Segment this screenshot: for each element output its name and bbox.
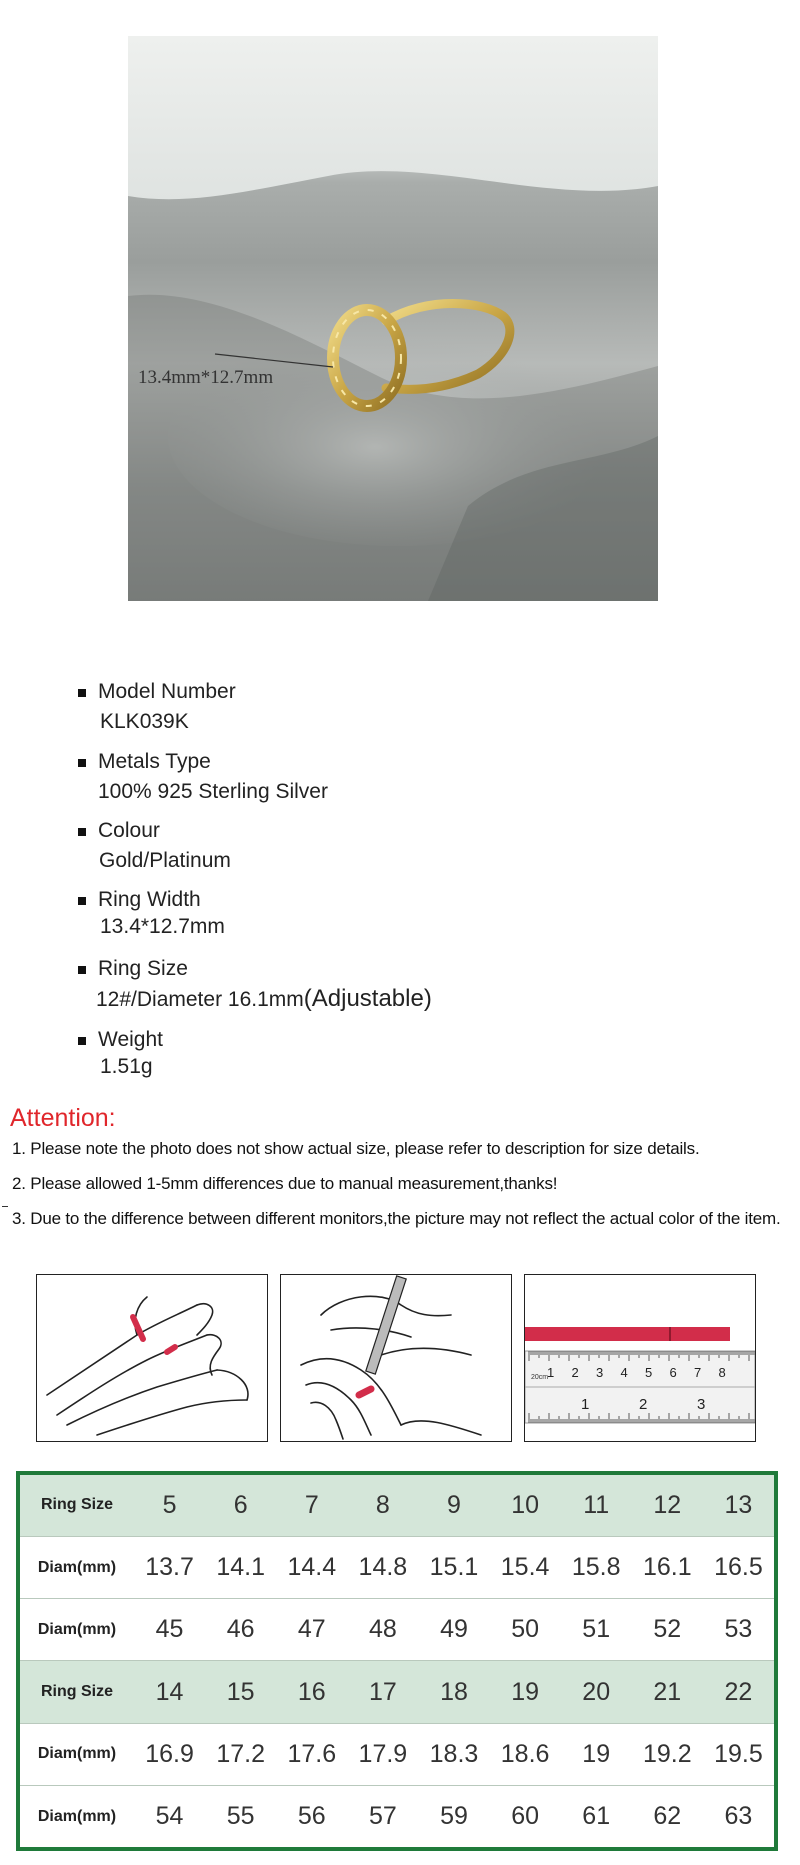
table-cell: 15.1 xyxy=(418,1536,489,1598)
table-cell: 8 xyxy=(347,1475,418,1536)
table-cell: 53 xyxy=(703,1599,774,1661)
table-cell: 60 xyxy=(511,1802,539,1831)
table-cell: 22 xyxy=(703,1661,774,1723)
table-cell: 14 xyxy=(134,1661,205,1723)
hand-wrap-icon xyxy=(37,1275,267,1441)
ruler-top-label: 8 xyxy=(718,1365,726,1380)
row-label: Diam(mm) xyxy=(20,1599,134,1661)
bullet-icon xyxy=(78,759,86,767)
ruler-bottom-label: 3 xyxy=(697,1396,706,1413)
table-cell: 19.5 xyxy=(703,1723,774,1785)
bullet-icon xyxy=(78,828,86,836)
table-cell: 16.5 xyxy=(703,1536,774,1598)
diameter-row xyxy=(20,1786,774,1847)
table-cell: 16.9 xyxy=(134,1723,205,1785)
table-cell: 17 xyxy=(347,1661,418,1723)
spec-title: Ring Width xyxy=(98,888,201,911)
table-cell: 6 xyxy=(205,1475,276,1536)
ruler-top-label: 7 xyxy=(694,1365,702,1380)
table-cell: 47 xyxy=(276,1599,347,1661)
table-cell: 50 xyxy=(490,1599,561,1661)
table-cell: 15.8 xyxy=(561,1536,632,1598)
bullet-icon xyxy=(78,966,86,974)
table-cell: 51 xyxy=(561,1599,632,1661)
table-cell: 9 xyxy=(418,1475,489,1536)
table-cell: 46 xyxy=(205,1599,276,1661)
table-cell: 18.3 xyxy=(418,1723,489,1785)
row-label: Ring Size xyxy=(20,1475,134,1536)
row-label: Diam(mm) xyxy=(20,1723,134,1785)
ruler-top-label: 6 xyxy=(669,1365,677,1380)
attention-note-1: 1. Please note the photo does not show actual size, please refer to description for size details. xyxy=(12,1139,700,1158)
table-cell: 15.4 xyxy=(490,1536,561,1598)
table-cell: 20 xyxy=(561,1661,632,1723)
spec-title: Colour xyxy=(98,819,160,842)
size-row xyxy=(20,1661,774,1723)
attention-heading: Attention: xyxy=(10,1104,116,1132)
table-cell: 17.9 xyxy=(347,1723,418,1785)
table-cell: 15 xyxy=(205,1661,276,1723)
spec-title: Weight xyxy=(98,1028,163,1051)
ruler-top-label: 3 xyxy=(596,1365,604,1380)
dimension-label: 13.4mm*12.7mm xyxy=(138,367,274,388)
table-cell: 10 xyxy=(490,1475,561,1536)
attention-note-3: 3. Due to the difference between different monitors,the picture may not reflect the actual color of the item. xyxy=(12,1209,781,1228)
spec-value-adjustable: (Adjustable) xyxy=(303,985,432,1012)
diameter-row xyxy=(20,1723,774,1785)
table-cell: 16.1 xyxy=(632,1536,703,1598)
spec-title: Ring Size xyxy=(98,957,188,980)
bullet-icon xyxy=(78,1037,86,1045)
row-label: Diam(mm) xyxy=(20,1536,134,1598)
table-cell: 14.4 xyxy=(276,1536,347,1598)
table-cell: 18 xyxy=(418,1661,489,1723)
ruler-top-label: 4 xyxy=(620,1365,628,1380)
ruler-top-label: 1 xyxy=(547,1365,555,1380)
table-cell: 21 xyxy=(632,1661,703,1723)
table-cell: 16 xyxy=(276,1661,347,1723)
illustration-mark-finger xyxy=(280,1274,512,1442)
table-cell: 45 xyxy=(134,1599,205,1661)
table-cell: 19 xyxy=(490,1661,561,1723)
table-cell: 17.2 xyxy=(205,1723,276,1785)
table-cell: 17.6 xyxy=(276,1723,347,1785)
ring-photo-illustration xyxy=(128,36,658,601)
table-cell: 13 xyxy=(703,1475,774,1536)
ruler-unit-label: 20cm xyxy=(531,1374,549,1381)
note-dash xyxy=(2,1206,8,1207)
spec-value: 1.51g xyxy=(100,1055,153,1078)
diameter-row xyxy=(20,1599,774,1661)
diameter-row xyxy=(20,1536,774,1598)
mark-finger-icon xyxy=(281,1275,511,1441)
table-cell: 59 xyxy=(440,1802,468,1831)
ruler-top-label: 2 xyxy=(571,1365,579,1380)
table-cell: 63 xyxy=(724,1802,753,1831)
illustration-hand-wrap xyxy=(36,1274,268,1442)
spec-value: KLK039K xyxy=(100,710,189,733)
table-cell: 54 xyxy=(155,1802,184,1831)
table-cell: 14.8 xyxy=(347,1536,418,1598)
table-cell: 52 xyxy=(632,1599,703,1661)
table-cell: 56 xyxy=(297,1802,326,1831)
spec-value: Gold/Platinum xyxy=(99,849,231,872)
product-photo xyxy=(128,36,658,601)
table-cell: 19 xyxy=(561,1723,632,1785)
size-row xyxy=(20,1475,774,1536)
table-cell: 55 xyxy=(226,1802,255,1831)
row-label: Ring Size xyxy=(20,1661,134,1723)
table-cell: 11 xyxy=(561,1475,632,1536)
bullet-icon xyxy=(78,689,86,697)
table-cell: 13.7 xyxy=(134,1536,205,1598)
spec-value xyxy=(96,985,432,1013)
table-cell: 5 xyxy=(134,1475,205,1536)
table-cell: 18.6 xyxy=(490,1723,561,1785)
table-cell: 19.2 xyxy=(632,1723,703,1785)
ruler-bottom-label: 1 xyxy=(581,1396,590,1413)
table-cell: 48 xyxy=(347,1599,418,1661)
ruler-top-label: 5 xyxy=(645,1365,653,1380)
bullet-icon xyxy=(78,897,86,905)
table-cell: 14.1 xyxy=(205,1536,276,1598)
spec-title: Metals Type xyxy=(98,750,211,773)
table-cell: 61 xyxy=(582,1802,611,1831)
ruler-icon xyxy=(525,1275,755,1441)
illustration-ruler xyxy=(524,1274,756,1442)
ruler-bottom-label: 2 xyxy=(639,1396,648,1413)
attention-note-2: 2. Please allowed 1-5mm differences due to manual measurement,thanks! xyxy=(12,1174,558,1193)
row-label: Diam(mm) xyxy=(37,1807,117,1825)
table-cell: 49 xyxy=(418,1599,489,1661)
table-cell: 7 xyxy=(276,1475,347,1536)
spec-value: 100% 925 Sterling Silver xyxy=(98,780,328,803)
table-cell: 62 xyxy=(653,1802,682,1831)
ring-size-table xyxy=(16,1471,778,1851)
table-cell: 57 xyxy=(368,1802,397,1831)
spec-value: 13.4*12.7mm xyxy=(100,915,225,938)
spec-title: Model Number xyxy=(98,680,236,703)
spec-value-main: 12#/Diameter 16.1mm xyxy=(96,988,304,1011)
table-cell: 12 xyxy=(632,1475,703,1536)
